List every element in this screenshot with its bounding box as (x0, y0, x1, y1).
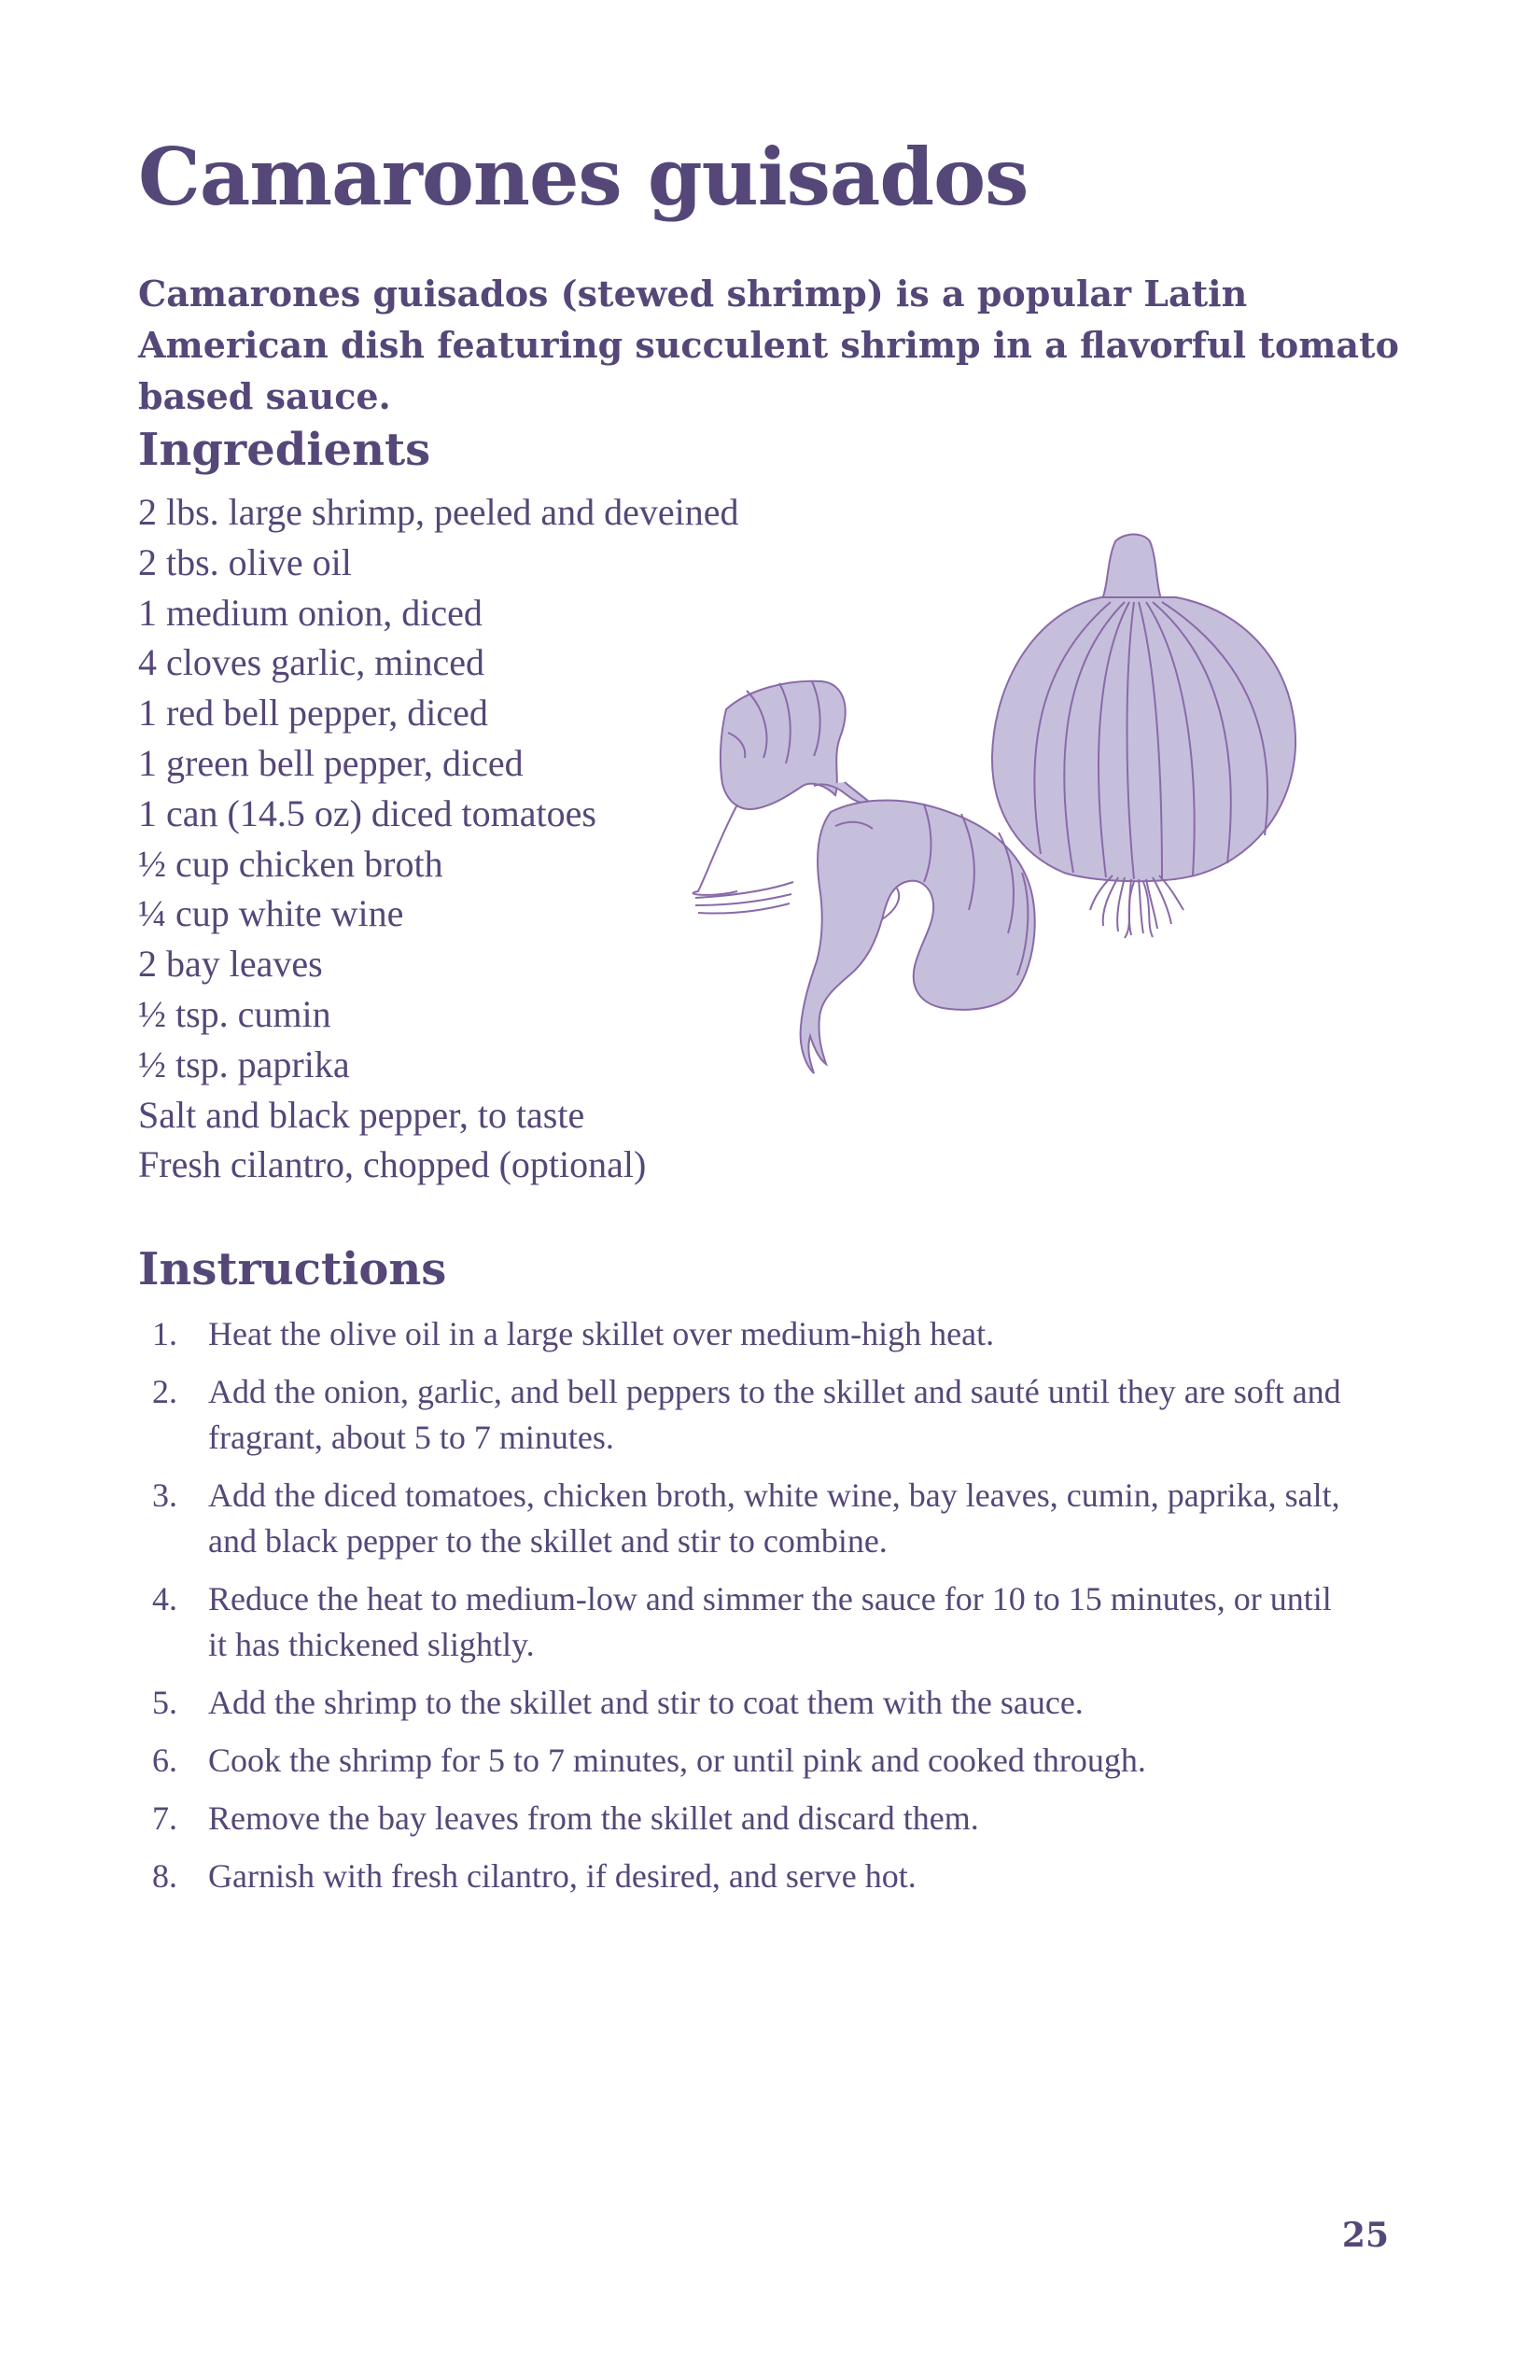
ingredients-list (138, 487, 739, 1190)
step-text: Reduce the heat to medium-low and simmer the sauce for 10 to 15 minutes, or until it has thickened slightly. (208, 1580, 1332, 1663)
step-text: Add the diced tomatoes, chicken broth, white wine, bay leaves, cumin, paprika, salt, and black pepper to the skillet and stir to combine. (208, 1477, 1340, 1560)
ingredient-item: ¼ cup white wine (138, 892, 404, 935)
ingredient-item: 1 medium onion, diced (138, 591, 483, 634)
instruction-step (138, 1680, 1351, 1726)
step-text: Add the onion, garlic, and bell peppers to the skillet and sauté until they are soft and fragrant, about 5 to 7 minutes. (208, 1373, 1341, 1456)
step-number: 2. (152, 1373, 177, 1410)
step-number: 8. (152, 1857, 177, 1895)
ingredient-item: 1 red bell pepper, diced (138, 692, 488, 735)
instruction-step (138, 1854, 1351, 1899)
ingredient-item: 2 lbs. large shrimp, peeled and deveined (138, 491, 739, 533)
ingredients-heading: Ingredients (138, 424, 431, 476)
instruction-step (138, 1369, 1351, 1461)
instruction-step (138, 1576, 1351, 1668)
instruction-step (138, 1738, 1351, 1784)
shrimp-icon (801, 800, 1035, 1073)
ingredient-item: ½ cup chicken broth (138, 842, 443, 885)
onion-icon (992, 535, 1295, 939)
step-number: 5. (152, 1684, 177, 1721)
ingredient-item: Salt and black pepper, to taste (138, 1093, 585, 1136)
step-number: 3. (152, 1477, 177, 1514)
ingredient-item: 1 green bell pepper, diced (138, 741, 524, 784)
recipe-intro: Camarones guisados (stewed shrimp) is a popular Latin American dish featuring succulent shrimp in a flavorful tomato based sauce. (138, 273, 1399, 417)
step-number: 1. (152, 1315, 177, 1352)
step-text: Add the shrimp to the skillet and stir to coat them with the sauce. (208, 1684, 1084, 1721)
instruction-step (138, 1473, 1351, 1564)
step-text: Garnish with fresh cilantro, if desired, and serve hot. (208, 1857, 917, 1895)
instruction-step (138, 1796, 1351, 1841)
step-number: 6. (152, 1742, 177, 1779)
instruction-step (138, 1311, 1351, 1357)
page-title: Camarones guisados (138, 131, 1029, 223)
instructions-list (138, 1311, 1351, 1911)
step-text: Heat the olive oil in a large skillet over medium-high heat. (208, 1315, 995, 1352)
instructions-heading: Instructions (138, 1243, 447, 1295)
step-text: Cook the shrimp for 5 to 7 minutes, or until pink and cooked through. (208, 1742, 1146, 1779)
ingredient-item: ½ tsp. paprika (138, 1043, 350, 1085)
step-number: 7. (152, 1799, 177, 1837)
ingredient-item: 4 cloves garlic, minced (138, 641, 484, 684)
page-number: 25 (1341, 2216, 1389, 2255)
step-number: 4. (152, 1580, 177, 1617)
ingredient-item: 2 bay leaves (138, 943, 323, 986)
ingredient-item: ½ tsp. cumin (138, 992, 331, 1035)
step-text: Remove the bay leaves from the skillet and discard them. (208, 1799, 979, 1837)
ingredient-item: Fresh cilantro, chopped (optional) (138, 1143, 647, 1186)
ingredient-item: 1 can (14.5 oz) diced tomatoes (138, 791, 596, 834)
ingredient-item: 2 tbs. olive oil (138, 540, 352, 583)
